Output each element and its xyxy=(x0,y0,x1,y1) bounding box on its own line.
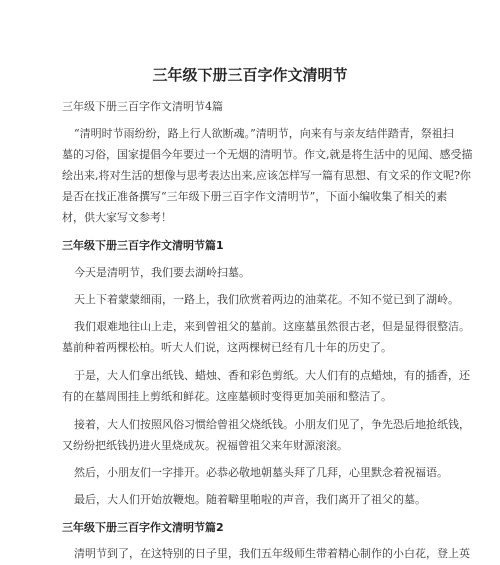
paragraph-3-line-1: 我们艰难地往山上走，来到曾祖父的墓前。这座墓虽然很古老，但是显得很整洁。 xyxy=(74,320,470,333)
paragraph-7: 最后，大人们开始放鞭炮。随着噼里啪啦的声音，我们离开了祖父的墓。 xyxy=(74,493,426,506)
paragraph-5-line-1: 接着，大人们按照风俗习惯给曾祖父烧纸钱。小朋友们见了，争先恐后地抢纸钱， xyxy=(74,418,470,431)
document-title: 三年级下册三百字作文清明节 xyxy=(152,66,348,84)
paragraph-3-line-2: 墓前种着两棵松柏。听大人们说，这两棵树已经有几十年的历史了。 xyxy=(62,341,392,354)
intro-line-1: “清明时节雨纷纷，路上行人欲断魂。”清明节，向来有与亲友结伴踏青，祭祖扫 xyxy=(74,127,454,140)
section-heading-1: 三年级下册三百字作文清明节篇1 xyxy=(62,239,224,252)
document-subtitle: 三年级下册三百字作文清明节4篇 xyxy=(62,100,223,113)
intro-line-2: 墓的习俗，国家提倡今年要过一个无烟的清明节。作文,就是将生活中的见闻、感受描 xyxy=(62,148,473,161)
paragraph-4-line-1: 于是，大人们拿出纸钱、蜡烛、香和彩色剪纸。大人们有的点蜡烛，有的插香，还 xyxy=(74,369,470,382)
paragraph-8: 清明节到了，在这特别的日子里，我们五年级师生带着精心制作的小白花，登上英 xyxy=(74,547,470,560)
intro-line-3: 绘出来,将对生活的想像与思考表达出来,应该怎样写一篇有思想、有文采的作文呢?你 xyxy=(62,169,471,182)
section-heading-2: 三年级下册三百字作文清明节篇2 xyxy=(62,521,224,534)
paragraph-4-line-2: 有的在墓周围挂上剪纸和鲜花。这座墓顿时变得更加美丽和整洁了。 xyxy=(62,390,392,403)
paragraph-1: 今天是清明节，我们要去湖岭扫墓。 xyxy=(74,266,250,279)
paragraph-5-line-2: 又纷纷把纸钱扔进火里烧成灰。祝福曾祖父来年财源滚滚。 xyxy=(62,439,348,452)
intro-line-5: 材，供大家写文参考！ xyxy=(62,211,172,224)
paragraph-6: 然后，小朋友们一字排开。必恭必敬地朝墓头拜了几拜，心里默念着祝福语。 xyxy=(74,466,448,479)
intro-line-4: 是否在找正准备撰写“三年级下册三百字作文清明节”，下面小编收集了相关的素 xyxy=(62,190,448,203)
paragraph-2: 天上下着蒙蒙细雨，一路上，我们欣赏着两边的油菜花。不知不觉已到了湖岭。 xyxy=(74,293,459,306)
